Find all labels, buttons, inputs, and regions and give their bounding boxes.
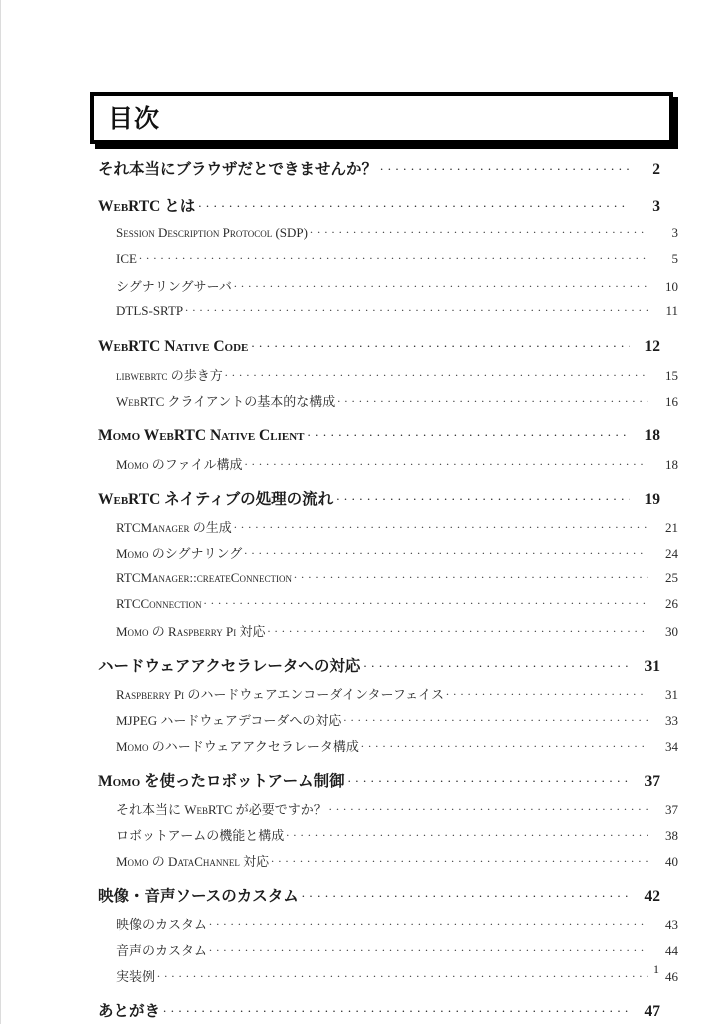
toc-dot-leader: [185, 302, 648, 315]
toc-entry[interactable]: [98, 365, 678, 391]
toc-entry-title: ICE: [116, 251, 137, 266]
toc-entry-page-number: 46: [665, 969, 678, 984]
toc-entry-title: 実装例: [116, 969, 156, 984]
toc-dot-leader: [363, 656, 630, 672]
toc-entry[interactable]: [98, 851, 678, 877]
toc-entry-page-number: 43: [665, 917, 678, 932]
toc-dot-leader: [302, 886, 630, 902]
toc-dot-leader: [234, 278, 648, 291]
toc-dot-leader: [157, 968, 648, 981]
toc-entry-title: 映像・音声ソースのカスタム: [98, 888, 299, 905]
table-of-contents: [98, 157, 678, 1029]
toc-dot-leader: [245, 456, 648, 469]
toc-dot-leader: [446, 686, 648, 699]
page-title: 目次: [108, 103, 161, 133]
toc-entry-title: WebRTC Native Code: [98, 337, 249, 355]
toc-dot-leader: [307, 424, 630, 440]
toc-entry[interactable]: [98, 825, 678, 851]
toc-entry-title: WebRTC とは: [98, 198, 196, 215]
toc-entry-title: Momo の DataChannel 対応: [116, 854, 270, 869]
toc-dot-leader: [343, 712, 648, 725]
toc-dot-leader: [244, 545, 648, 558]
toc-entry[interactable]: [98, 914, 678, 940]
toc-dot-leader: [198, 196, 630, 212]
toc-dot-leader: [251, 335, 630, 351]
toc-dot-leader: [267, 623, 648, 636]
toc-entry[interactable]: [98, 335, 660, 365]
toc-entry-title: Momo の Raspberry Pi 対応: [116, 624, 266, 639]
toc-entry[interactable]: [98, 424, 660, 454]
toc-entry[interactable]: [98, 517, 678, 543]
toc-entry-page-number: 37: [644, 773, 660, 790]
toc-dot-leader: [361, 738, 648, 751]
toc-entry-page-number: 26: [665, 596, 678, 611]
toc-entry-page-number: 3: [652, 198, 660, 215]
toc-entry[interactable]: [98, 157, 660, 187]
toc-entry-page-number: 42: [644, 888, 660, 905]
toc-entry[interactable]: [98, 391, 678, 417]
toc-entry-page-number: 24: [665, 546, 678, 561]
toc-entry-title: 音声のカスタム: [116, 943, 208, 958]
toc-dot-leader: [329, 801, 648, 814]
toc-entry[interactable]: [98, 250, 678, 276]
toc-entry[interactable]: [98, 966, 678, 992]
toc-entry-title: Momo のハードウェアアクセラレータ構成: [116, 739, 359, 754]
toc-entry-page-number: 3: [671, 225, 678, 240]
toc-entry-title: libwebrtc の歩き方: [116, 368, 223, 383]
toc-entry[interactable]: [98, 543, 678, 569]
toc-dot-leader: [209, 916, 648, 929]
toc-entry[interactable]: [98, 654, 660, 684]
toc-entry-title: WebRTC クライアントの基本的な構成: [116, 394, 336, 409]
page-number: 1: [653, 962, 659, 976]
toc-entry-page-number: 11: [665, 303, 678, 318]
toc-entry[interactable]: [98, 302, 678, 328]
toc-entry-title: Session Description Protocol (SDP): [116, 225, 308, 240]
toc-entry-page-number: 34: [665, 739, 678, 754]
toc-entry[interactable]: [98, 999, 660, 1029]
toc-entry-page-number: 5: [671, 251, 678, 266]
toc-entry-title: ロボットアームの機能と構成: [116, 828, 285, 843]
toc-entry[interactable]: [98, 884, 660, 914]
toc-dot-leader: [348, 771, 630, 787]
toc-entry[interactable]: [98, 736, 678, 762]
toc-dot-leader: [294, 569, 648, 582]
toc-entry[interactable]: [98, 684, 678, 710]
toc-entry-title: Momo のシグナリング: [116, 546, 243, 561]
toc-entry-title: MJPEG ハードウェアデコーダへの対応: [116, 713, 342, 728]
toc-entry[interactable]: [98, 224, 678, 250]
toc-entry-title: RTCManager の生成: [116, 520, 232, 535]
toc-entry[interactable]: [98, 194, 660, 224]
toc-entry-page-number: 44: [665, 943, 678, 958]
toc-dot-leader: [234, 519, 648, 532]
toc-entry-page-number: 18: [665, 457, 678, 472]
toc-entry-title: Raspberry Pi のハードウェアエンコーダインターフェイス: [116, 687, 445, 702]
toc-entry[interactable]: [98, 769, 660, 799]
toc-entry[interactable]: [98, 595, 678, 621]
toc-entry-page-number: 25: [665, 570, 678, 585]
toc-entry[interactable]: [98, 569, 678, 595]
toc-entry-title: WebRTC ネイティブの処理の流れ: [98, 491, 334, 508]
toc-entry-page-number: 37: [665, 802, 678, 817]
toc-entry-page-number: 40: [665, 854, 678, 869]
toc-entry-page-number: 30: [665, 624, 678, 639]
toc-dot-leader: [380, 159, 630, 175]
toc-entry[interactable]: [98, 940, 678, 966]
toc-dot-leader: [310, 224, 648, 237]
toc-entry-page-number: 38: [665, 828, 678, 843]
toc-entry-title: 映像のカスタム: [116, 917, 208, 932]
toc-entry-title: DTLS-SRTP: [116, 303, 184, 318]
toc-dot-leader: [336, 489, 630, 505]
toc-dot-leader: [139, 250, 648, 263]
toc-entry-page-number: 18: [644, 426, 660, 444]
toc-entry[interactable]: [98, 710, 678, 736]
toc-entry-page-number: 19: [644, 491, 660, 508]
toc-entry[interactable]: [98, 454, 678, 480]
toc-entry[interactable]: [98, 621, 678, 647]
toc-dot-leader: [337, 393, 648, 406]
toc-entry-page-number: 31: [665, 687, 678, 702]
toc-dot-leader: [209, 942, 648, 955]
toc-entry-page-number: 2: [652, 161, 660, 178]
toc-entry-title: RTCManager::createConnection: [116, 570, 292, 585]
toc-entry-title: シグナリングサーバ: [116, 279, 232, 294]
toc-dot-leader: [163, 1001, 630, 1017]
toc-heading-box: [90, 92, 673, 144]
toc-entry[interactable]: [98, 487, 660, 517]
toc-entry-page-number: 16: [665, 394, 678, 409]
toc-entry-page-number: 15: [665, 368, 678, 383]
toc-dot-leader: [286, 827, 648, 840]
toc-dot-leader: [271, 853, 648, 866]
toc-entry-page-number: 12: [644, 337, 660, 355]
toc-entry-title: Momo のファイル構成: [116, 457, 243, 472]
toc-entry-page-number: 31: [644, 658, 660, 675]
toc-entry[interactable]: [98, 799, 678, 825]
toc-entry[interactable]: [98, 276, 678, 302]
toc-entry-title: RTCConnection: [116, 596, 202, 611]
toc-entry-page-number: 10: [665, 279, 678, 294]
toc-entry-title: Momo WebRTC Native Client: [98, 426, 305, 444]
toc-entry-title: あとがき: [98, 1003, 161, 1020]
toc-entry-title: それ本当にブラウザだとできませんか？: [98, 161, 378, 178]
toc-entry-page-number: 33: [665, 713, 678, 728]
toc-entry-title: Momo を使ったロボットアーム制御: [98, 773, 345, 790]
toc-entry-page-number: 47: [644, 1003, 660, 1020]
toc-dot-leader: [225, 367, 648, 380]
toc-heading-frame: [90, 92, 673, 144]
toc-dot-leader: [204, 595, 648, 608]
toc-entry-title: それ本当に WebRTC が必要ですか？: [116, 802, 327, 817]
toc-entry-page-number: 21: [665, 520, 678, 535]
toc-entry-title: ハードウェアアクセラレータへの対応: [98, 658, 361, 675]
